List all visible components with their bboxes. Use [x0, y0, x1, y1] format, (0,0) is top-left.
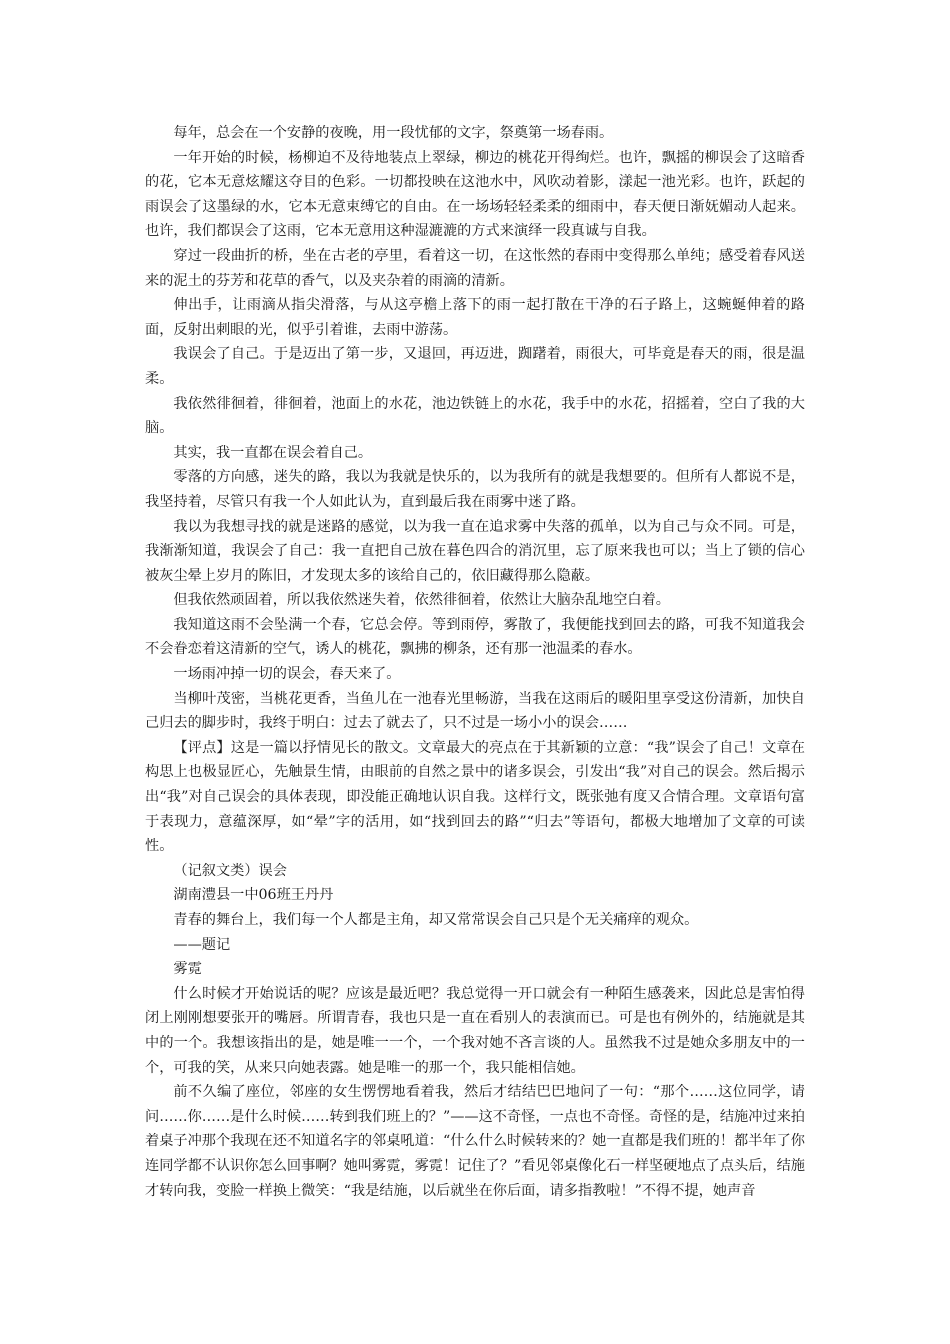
paragraph: 穿过一段曲折的桥，坐在古老的亭里，看着这一切，在这怅然的春雨中变得那么单纯；感受着春风送来的泥土的芬芳和花草的香气，以及夹杂着的雨滴的清新。: [145, 247, 805, 289]
paragraph: 零落的方向感，迷失的路，我以为我就是快乐的，以为我所有的就是我想要的。但所有人都说不是，我坚持着，尽管只有我一个人如此认为，直到最后我在雨雾中迷了路。: [145, 469, 805, 510]
paragraph: 伸出手，让雨滴从指尖滑落，与从这亭檐上落下的雨一起打散在干净的石子路上，这蜿蜒伸着的路面，反射出刺眼的光，似乎引着谁，去雨中游荡。: [145, 297, 805, 338]
paragraph: 我依然徘徊着，徘徊着，池面上的水花，池边铁链上的水花，我手中的水花，招摇着，空白了我的大脑。: [145, 395, 805, 437]
subheading: 雾霓: [173, 961, 202, 978]
epigraph: 青春的舞台上，我们每一个人都是主角，却又常常误会自己只是个无关痛痒的观众。: [173, 912, 699, 928]
paragraph: 一场雨冲掉一切的误会，春天来了。: [173, 666, 401, 683]
paragraph: 什么时候才开始说话的呢？应该是最近吧？我总觉得一开口就会有一种陌生感袭来，因此总是害怕得闭上刚刚想要张开的嘴唇。所谓青春，我也只是一直在看别人的表演而已。可是也有例外的，结施就是其中的一个。我想该指出的是，她是唯一一个，一个我对她不吝言谈的人。虽然我不过是她众多朋友中的一个，可我的笑，从来只向她表露。她是唯一的那一个，我只能相信她。: [145, 985, 805, 1076]
paragraph: 当柳叶茂密，当桃花更香，当鱼儿在一池春光里畅游，当我在这雨后的暖阳里享受这份清新，加快自己归去的脚步时，我终于明白：过去了就去了，只不过是一场小小的误会……: [145, 690, 805, 732]
section-title: （记叙文类）误会: [173, 862, 287, 879]
document-body: [145, 121, 805, 1203]
paragraph: 我误会了自己。于是迈出了第一步，又退回，再迈进，踟躇着，雨很大，可毕竟是春天的雨，很是温柔。: [145, 346, 805, 387]
paragraph: 每年，总会在一个安静的夜晚，用一段忧郁的文字，祭奠第一场春雨。: [173, 125, 614, 141]
paragraph: 前不久编了座位，邻座的女生愣愣地看着我，然后才结结巴巴地问了一句：“那个……这位同学，请问……你……是什么时候……转到我们班上的？”——这不奇怪，一点也不奇怪。奇怪的是，结施冲过来拍着桌子冲那个我现在还不知道名字的邻桌吼道：“什么什么时候转来的？她一直都是我们班的！都半年了你连同学都不认识你怎么回事啊？她叫雾霓，雾霓！记住了？”看见邻桌像化石一样坚硬地点了点头后，结施才转向我，变脸一样换上微笑：“我是结施，以后就坐在你后面，请多指教啦！”不得不提，她声音: [145, 1084, 805, 1199]
epigraph-attribution: ——题记: [173, 936, 231, 953]
review-paragraph: 【评点】这是一篇以抒情见长的散文。文章最大的亮点在于其新颖的立意：“我”误会了自己！文章在构思上也极显匠心，先触景生情，由眼前的自然之景中的诸多误会，引发出“我”对自己的误会。然后揭示出“我”对自己误会的具体表现，即没能正确地认识自我。这样行文，既张弛有度又合情合理。文章语句富于表现力，意蕴深厚，如“晕”字的活用，如“找到回去的路”“归去”等语句，都极大地增加了文章的可读性。: [145, 739, 805, 855]
paragraph: 但我依然顽固着，所以我依然迷失着，依然徘徊着，依然让大脑杂乱地空白着。: [173, 592, 670, 609]
paragraph: 我知道这雨不会坠满一个春，它总会停。等到雨停，雾散了，我便能找到回去的路，可我不知道我会不会眷恋着这清新的空气，诱人的桃花，飘拂的柳条，还有那一池温柔的春水。: [145, 616, 805, 658]
paragraph: 我以为我想寻找的就是迷路的感觉，以为我一直在追求雾中失落的孤单，以为自己与众不同。可是，我渐渐知道，我误会了自己：我一直把自己放在暮色四合的消沉里，忘了原来我也可以；当上了锁的信心被灰尘晕上岁月的陈旧，才发现太多的该给自己的，依旧藏得那么隐蔽。: [145, 518, 805, 584]
paragraph: 其实，我一直都在误会着自己。: [173, 444, 373, 461]
author-line: 湖南澧县一中06班王丹丹: [173, 887, 334, 904]
paragraph: 一年开始的时候，杨柳迫不及待地装点上翠绿，柳边的桃花开得绚烂。也许，飘摇的柳误会了这暗香的花，它本无意炫耀这夺目的色彩。一切都投映在这池水中，风吹动着影，漾起一池光彩。也许，跃起的雨误会了这墨绿的水，它本无意束缚它的自由。在一场场轻轻柔柔的细雨中，春天便日渐妩媚动人起来。也许，我们都误会了这雨，它本无意用这种湿漉漉的方式来演绎一段真诚与自我。: [145, 149, 805, 240]
